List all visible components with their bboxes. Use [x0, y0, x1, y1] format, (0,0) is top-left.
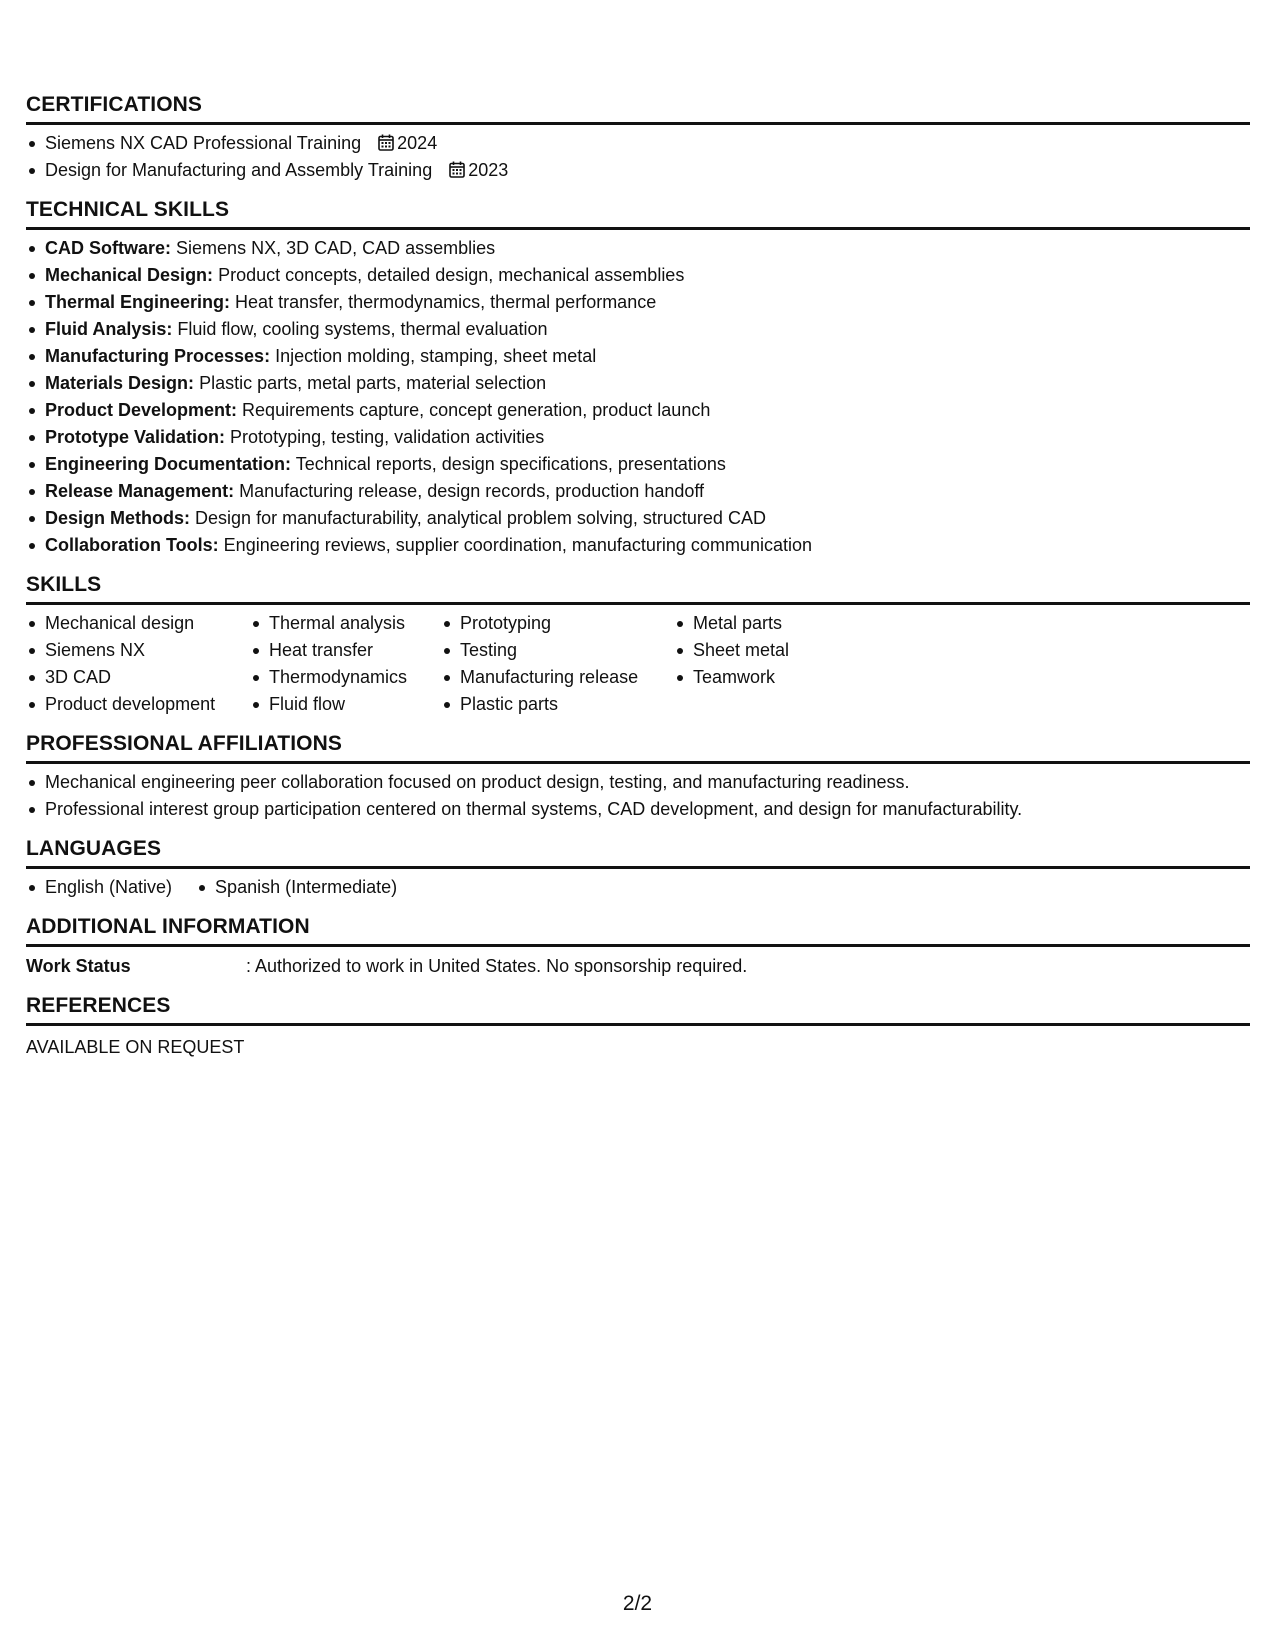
references-heading: REFERENCES: [26, 993, 1250, 1026]
bullet: [677, 621, 683, 627]
technical-skill-text: Product concepts, detailed design, mechanical assemblies: [218, 265, 685, 285]
work-status-row: [26, 953, 1250, 980]
technical-skill-text: Design for manufacturability, analytical problem solving, structured CAD: [195, 508, 766, 528]
skills-column: [674, 610, 874, 718]
bullet: [29, 780, 35, 786]
bullet: [29, 462, 35, 468]
bullet: [444, 648, 450, 654]
bullet: [29, 141, 35, 147]
bullet: [677, 675, 683, 681]
bullet: [29, 885, 35, 891]
skill-text: Thermal analysis: [269, 613, 406, 633]
bullet: [29, 543, 35, 549]
additional-info-section: [26, 914, 1250, 980]
bullet: [29, 408, 35, 414]
technical-skill-label: Thermal Engineering:: [45, 292, 231, 312]
bullet: [29, 675, 35, 681]
technical-skill-text: Injection molding, stamping, sheet metal: [275, 346, 597, 366]
calendar-icon: [378, 134, 394, 151]
references-section: [26, 993, 1250, 1061]
work-status-value: : Authorized to work in United States. No sponsorship required.: [246, 956, 748, 976]
resume-page: [26, 92, 1250, 1074]
technical-skill-label: Fluid Analysis:: [45, 319, 173, 339]
skill-text: Heat transfer: [269, 640, 374, 660]
technical-skill-label: Engineering Documentation:: [45, 454, 292, 474]
skill-text: Thermodynamics: [269, 667, 408, 687]
technical-skill-text: Plastic parts, metal parts, material selection: [199, 373, 547, 393]
skill-item: [26, 664, 250, 691]
affiliations-heading: PROFESSIONAL AFFILIATIONS: [26, 731, 1250, 764]
technical-skill-label: CAD Software:: [45, 238, 172, 258]
bullet: [29, 354, 35, 360]
certifications-heading: CERTIFICATIONS: [26, 92, 1250, 125]
bullet: [29, 648, 35, 654]
bullet: [253, 702, 259, 708]
bullet: [29, 702, 35, 708]
technical-skill-item: [26, 505, 1250, 532]
skill-item: [441, 691, 674, 718]
certification-date: [378, 133, 437, 153]
bullet: [677, 648, 683, 654]
skills-heading: SKILLS: [26, 572, 1250, 605]
technical-skill-text: Fluid flow, cooling systems, thermal evaluation: [177, 319, 548, 339]
language-item: [26, 874, 172, 901]
technical-skill-label: Prototype Validation:: [45, 427, 226, 447]
certification-name: Siemens NX CAD Professional Training: [45, 133, 362, 153]
technical-skills-heading: TECHNICAL SKILLS: [26, 197, 1250, 230]
skills-column: [250, 610, 441, 718]
work-status-label: Work Status: [26, 956, 131, 976]
technical-skill-text: Siemens NX, 3D CAD, CAD assemblies: [176, 238, 496, 258]
references-text: AVAILABLE ON REQUEST: [26, 1037, 245, 1057]
skill-item: [441, 664, 674, 691]
skill-item: [250, 637, 441, 664]
technical-skill-label: Materials Design:: [45, 373, 195, 393]
technical-skill-item: [26, 478, 1250, 505]
bullet: [29, 435, 35, 441]
technical-skill-item: [26, 235, 1250, 262]
skill-text: Siemens NX: [45, 640, 146, 660]
bullet: [29, 168, 35, 174]
technical-skill-text: Technical reports, design specifications, presentations: [295, 454, 726, 474]
skills-section: [26, 572, 1250, 718]
technical-skills-list: [26, 235, 1250, 559]
skill-text: Product development: [45, 694, 216, 714]
certification-item: [26, 130, 1250, 157]
skills-column: [26, 610, 250, 718]
technical-skill-item: [26, 532, 1250, 559]
language-item: [196, 874, 397, 901]
technical-skill-text: Requirements capture, concept generation, product launch: [242, 400, 711, 420]
affiliation-item: [26, 769, 1250, 796]
technical-skill-item: [26, 343, 1250, 370]
technical-skill-label: Design Methods:: [45, 508, 191, 528]
skill-text: Manufacturing release: [460, 667, 639, 687]
skill-item: [26, 610, 250, 637]
certification-item: [26, 157, 1250, 184]
bullet: [29, 246, 35, 252]
skill-item: [250, 664, 441, 691]
technical-skill-label: Manufacturing Processes:: [45, 346, 271, 366]
skill-text: Mechanical design: [45, 613, 195, 633]
bullet: [29, 300, 35, 306]
bullet: [29, 489, 35, 495]
language-text: English (Native): [45, 877, 173, 897]
technical-skill-label: Release Management:: [45, 481, 235, 501]
skill-text: Prototyping: [460, 613, 552, 633]
certification-year: 2023: [468, 160, 509, 180]
technical-skill-text: Heat transfer, thermodynamics, thermal performance: [235, 292, 657, 312]
affiliations-list: [26, 769, 1250, 823]
skill-text: Testing: [460, 640, 518, 660]
skill-item: [441, 610, 674, 637]
skill-text: Fluid flow: [269, 694, 346, 714]
languages-heading: LANGUAGES: [26, 836, 1250, 869]
skill-item: [674, 637, 874, 664]
technical-skill-item: [26, 289, 1250, 316]
languages-list: [26, 874, 1250, 901]
skill-text: Teamwork: [693, 667, 776, 687]
certification-name: Design for Manufacturing and Assembly Training: [45, 160, 433, 180]
skills-column: [441, 610, 674, 718]
bullet: [29, 621, 35, 627]
affiliation-text: Mechanical engineering peer collaboration focused on product design, testing, and manufacturing readiness.: [45, 772, 910, 792]
skill-item: [26, 691, 250, 718]
certification-year: 2024: [397, 133, 438, 153]
bullet: [29, 273, 35, 279]
skill-item: [674, 610, 874, 637]
certifications-list: [26, 130, 1250, 184]
bullet: [29, 516, 35, 522]
calendar-icon: [449, 161, 465, 178]
certification-date: [449, 160, 508, 180]
bullet: [444, 702, 450, 708]
technical-skill-item: [26, 316, 1250, 343]
skill-item: [441, 637, 674, 664]
certifications-section: [26, 92, 1250, 184]
page-number: 2/2: [622, 1592, 653, 1615]
skills-grid: [26, 610, 1250, 718]
affiliations-section: [26, 731, 1250, 823]
languages-section: [26, 836, 1250, 901]
bullet: [253, 675, 259, 681]
technical-skill-item: [26, 262, 1250, 289]
affiliation-text: Professional interest group participation centered on thermal systems, CAD development, and design for manufacturability.: [45, 799, 1023, 819]
additional-info-heading: ADDITIONAL INFORMATION: [26, 914, 1250, 947]
bullet: [253, 621, 259, 627]
skill-item: [26, 637, 250, 664]
technical-skill-item: [26, 397, 1250, 424]
technical-skill-text: Manufacturing release, design records, production handoff: [239, 481, 705, 501]
bullet: [29, 327, 35, 333]
affiliation-item: [26, 796, 1250, 823]
technical-skill-label: Collaboration Tools:: [45, 535, 219, 555]
technical-skill-label: Mechanical Design:: [45, 265, 214, 285]
bullet: [29, 381, 35, 387]
technical-skill-item: [26, 451, 1250, 478]
skill-text: 3D CAD: [45, 667, 112, 687]
bullet: [29, 807, 35, 813]
technical-skill-item: [26, 370, 1250, 397]
bullet: [444, 621, 450, 627]
skill-item: [250, 691, 441, 718]
skill-item: [250, 610, 441, 637]
technical-skill-text: Prototyping, testing, validation activities: [230, 427, 545, 447]
bullet: [253, 648, 259, 654]
skill-text: Sheet metal: [693, 640, 790, 660]
bullet: [199, 885, 205, 891]
bullet: [444, 675, 450, 681]
technical-skill-item: [26, 424, 1250, 451]
technical-skill-label: Product Development:: [45, 400, 238, 420]
technical-skill-text: Engineering reviews, supplier coordination, manufacturing communication: [223, 535, 812, 555]
technical-skills-section: [26, 197, 1250, 559]
skill-item: [674, 664, 874, 691]
skill-text: Plastic parts: [460, 694, 559, 714]
language-text: Spanish (Intermediate): [215, 877, 398, 897]
skill-text: Metal parts: [693, 613, 783, 633]
